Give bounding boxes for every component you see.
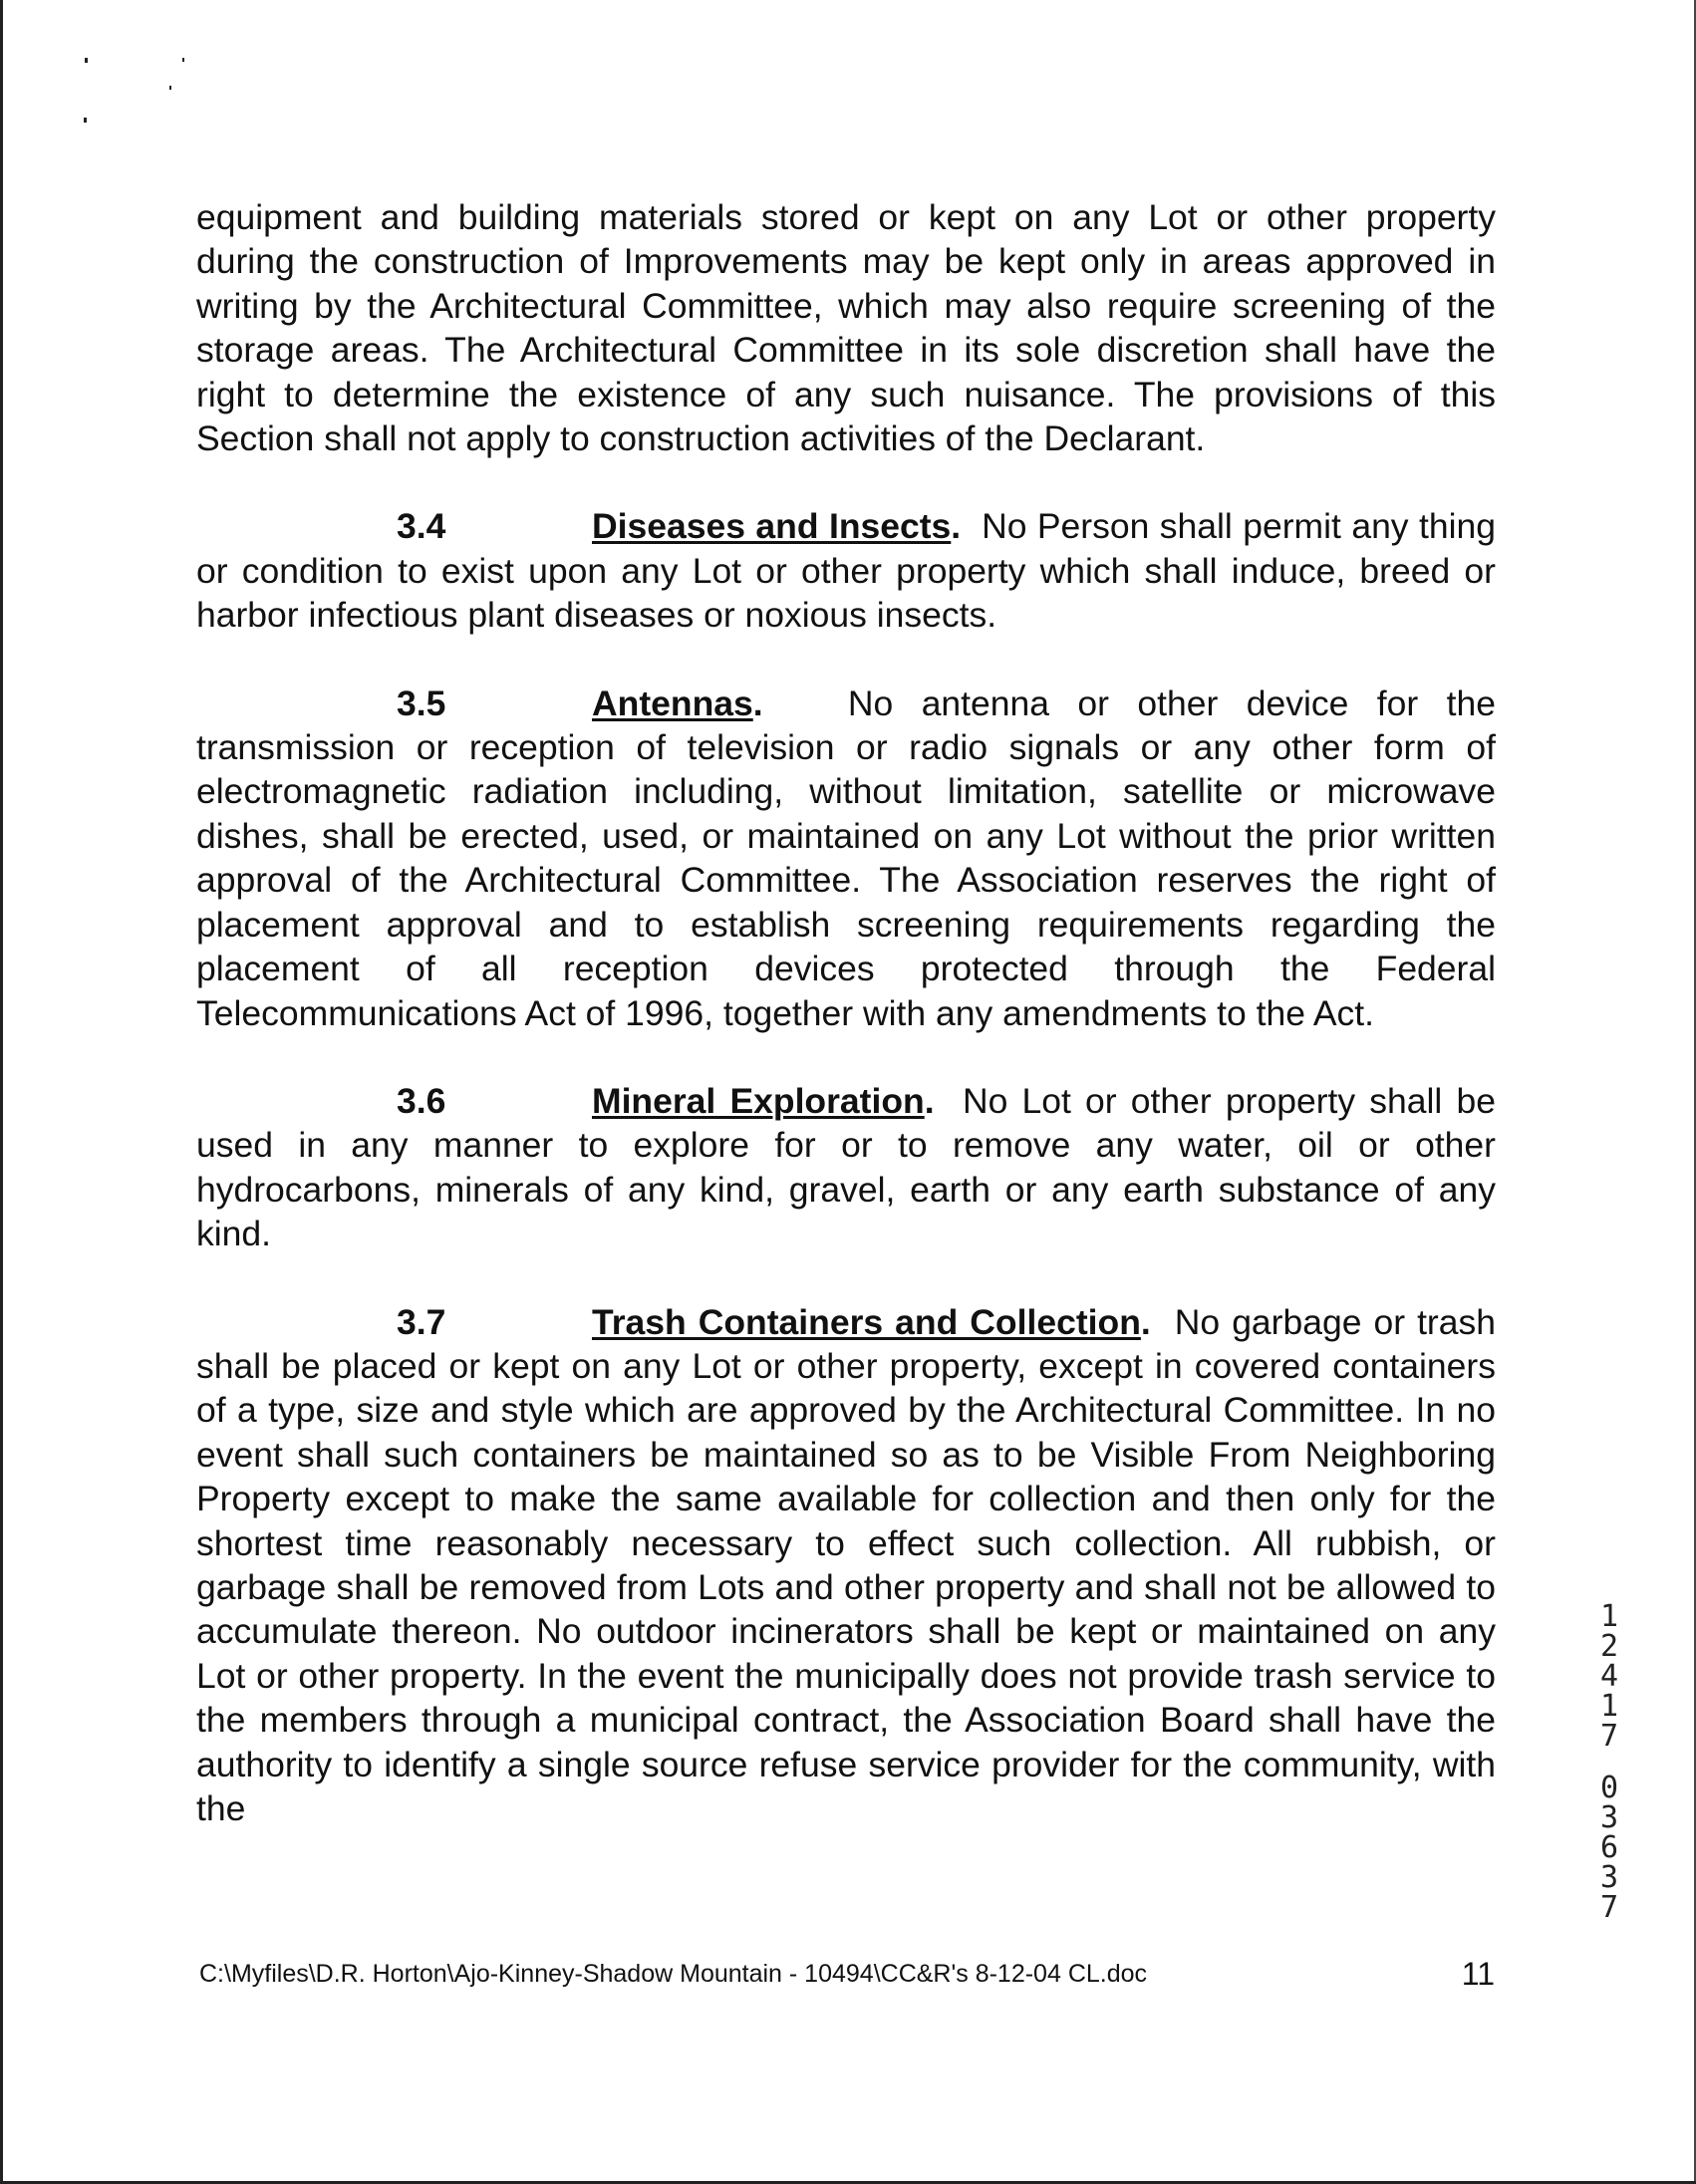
stamp-digit: 6: [1599, 1830, 1619, 1865]
stamp-digit: 1: [1599, 1689, 1619, 1724]
section-3-5: 3.5 Antennas. No antenna or other device for the transmission or reception of television or radio signals or any other form of electromagnetic radiation including, without limitation, satellite or microwave dishes, shall be erected, used, or maintained on any Lot without the prior written approval of the Architectural Committee. The Association reserves the right of placement approval and to establish screening requirements regarding the placement of all reception devices protected through the Federal Telecommunications Act of 1996, together with any amendments to the Act.: [196, 682, 1496, 1033]
recording-stamp-first: [1589, 1599, 1629, 1754]
stamp-digit: 7: [1599, 1719, 1619, 1754]
page-number: 11: [1461, 1956, 1495, 1992]
document-body: [196, 195, 1496, 1830]
section-text: No garbage or trash shall be placed or kept on any Lot or other property, except in covered containers of a type, size and style which are approved by the Architectural Committee. In no event shall such containers be maintained so as to be Visible From Neighboring Property except to make the same available for collection and then only for the shortest time reasonably necessary to effect such collection. All rubbish, or garbage shall be removed from Lots and other property and shall not be allowed to accumulate thereon. No outdoor incinerators shall be kept or maintained on any Lot or other property. In the event the municipally does not provide trash service to the members through a municipal contract, the Association Board shall have the authority to identify a single source refuse service provider for the community, with the: [196, 1301, 1496, 1828]
scan-speck: [182, 58, 184, 62]
section-3-6: 3.6 Mineral Exploration. No Lot or other property shall be used in any manner to explore for or to remove any water, oil or other hydrocarbons, minerals of any kind, gravel, earth or any earth substance of any kind.: [196, 1080, 1496, 1254]
section-number: 3.4: [397, 506, 446, 547]
stamp-digit: 0: [1599, 1771, 1619, 1805]
section-title: Antennas: [592, 682, 753, 723]
scan-speck: [84, 118, 87, 123]
section-text: No Person shall permit any thing or condition to exist upon any Lot or other property which shall induce, breed or harbor infectious plant diseases or noxious insects.: [196, 506, 1496, 636]
footer-file-path: C:\Myfiles\D.R. Horton\Ajo-Kinney-Shadow Mountain - 10494\CC&R's 8-12-04 CL.doc: [199, 1960, 1148, 1988]
stamp-digit: 7: [1599, 1890, 1619, 1925]
section-text: No antenna or other device for the transmission or reception of television or radio signals or any other form of electromagnetic radiation including, without limitation, satellite or microwave dishes, shall be erected, used, or maintained on any Lot without the prior written approval of the Architectural Committee. The Association reserves the right of placement approval and to establish screening requirements regarding the placement of all reception devices protected through the Federal Telecommunications Act of 1996, together with any amendments to the Act.: [196, 682, 1496, 1033]
stamp-digit: 4: [1599, 1659, 1619, 1694]
section-3-4: 3.4 Diseases and Insects. No Person shall permit any thing or condition to exist upon any Lot or other property which shall induce, breed or harbor infectious plant diseases or noxious insects.: [196, 506, 1496, 636]
stamp-digit: 3: [1599, 1800, 1619, 1835]
section-title: Trash Containers and Collection: [592, 1301, 1141, 1342]
section-number: 3.7: [397, 1301, 446, 1342]
section-title: Diseases and Insects: [592, 506, 952, 547]
recording-stamp-second: [1589, 1771, 1629, 1925]
scan-speck: [169, 86, 171, 90]
scan-edge-left: [0, 0, 3, 2184]
stamp-digit: 3: [1599, 1860, 1619, 1895]
scan-speck: [85, 58, 88, 63]
stamp-digit: 2: [1599, 1629, 1619, 1664]
section-number: 3.5: [397, 682, 446, 723]
section-title: Mineral Exploration: [592, 1080, 925, 1121]
section-text: No Lot or other property shall be used in any manner to explore for or to remove any water, oil or other hydrocarbons, minerals of any kind, gravel, earth or any earth substance of any kind.: [196, 1080, 1496, 1254]
section-number: 3.6: [397, 1080, 446, 1121]
section-3-7: 3.7 Trash Containers and Collection. No garbage or trash shall be placed or kept on any Lot or other property, except in covered containers of a type, size and style which are approved by the Architectural Committee. In no event shall such containers be maintained so as to be Visible From Neighboring Property except to make the same available for collection and then only for the shortest time reasonably necessary to effect such collection. All rubbish, or garbage shall be removed from Lots and other property and shall not be allowed to accumulate thereon. No outdoor incinerators shall be kept or maintained on any Lot or other property. In the event the municipally does not provide trash service to the members through a municipal contract, the Association Board shall have the authority to identify a single source refuse service provider for the community, with the: [196, 1301, 1496, 1828]
recording-stamp: [1589, 1599, 1629, 1925]
stamp-digit: 1: [1599, 1599, 1619, 1634]
opening-paragraph: equipment and building materials stored or kept on any Lot or other property during the construction of Improvements may be kept only in areas approved in writing by the Architectural Committee, which may also require screening of the storage areas. The Architectural Committee in its sole discretion shall have the right to determine the existence of any such nuisance. The provisions of this Section shall not apply to construction activities of the Declarant.: [196, 197, 1496, 459]
